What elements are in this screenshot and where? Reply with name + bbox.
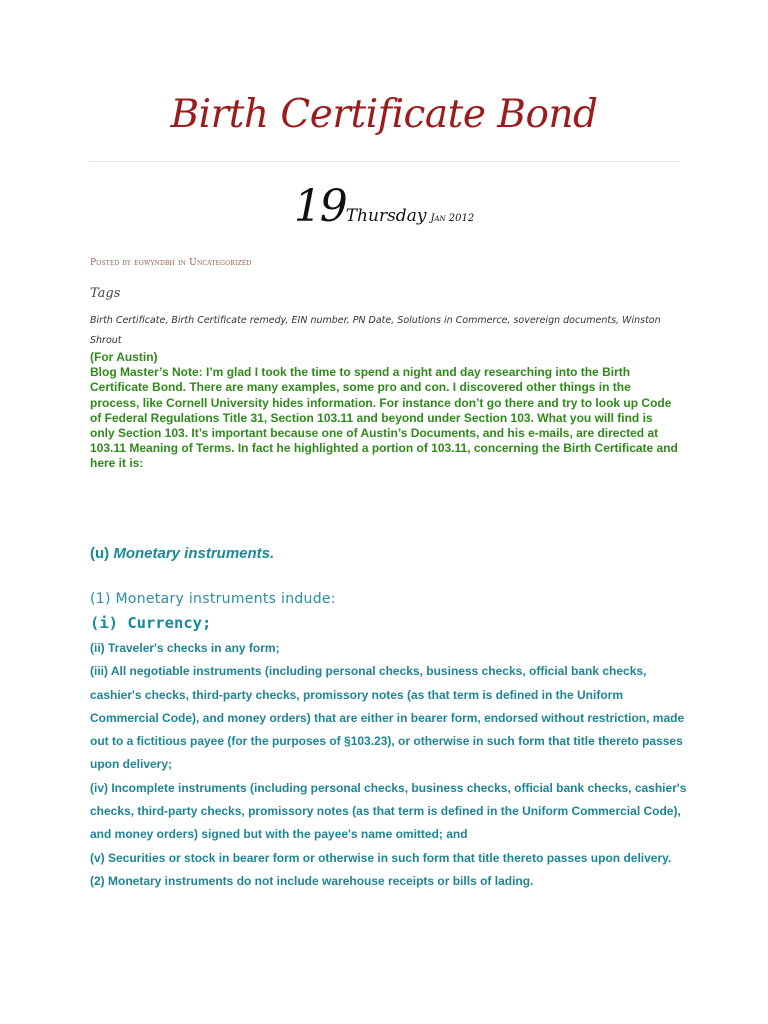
date-month-year: Jan 2012 (430, 213, 475, 224)
regulation-item: (v) Securities or stock in bearer form or otherwise in such form that title thereto passes upon delivery. (90, 850, 672, 865)
page-title: Birth Certificate Bond (170, 92, 598, 137)
note-for-line: (For Austin) (90, 350, 158, 364)
tags-list[interactable]: Birth Certificate, Birth Certificate remedy, EIN number, PN Date, Solutions in Commerce, sovereign documents, Winston Shrout (90, 315, 661, 346)
regulation-item-currency: (i) Currency; (90, 614, 212, 632)
date-weekday: Thursday (345, 206, 427, 226)
regulation-heading-label: (u) (90, 545, 110, 562)
regulation-item: (ii) Traveler's checks in any form; (90, 641, 280, 655)
regulation-intro: (1) Monetary instruments indude: (90, 591, 336, 607)
regulation-heading-term: Monetary instruments. (113, 545, 275, 562)
post-byline (90, 258, 252, 268)
post-date (0, 181, 768, 232)
byline-connector: in (178, 258, 187, 268)
regulation-item: (2) Monetary instruments do not include warehouse receipts or bills of lading. (90, 873, 534, 888)
category-link[interactable]: Uncategorized (189, 258, 252, 268)
blog-master-note (90, 350, 680, 472)
tags-heading: Tags (90, 286, 121, 301)
note-body: Blog Master’s Note: I’m glad I took the time to spend a night and day researching into the Birth Certificate Bond. There are many examples, some pro and con. I discovered other things in the process, like Cornell University hides information. For instance don’t go there and try to look up Code of Federal Regulations Title 31, Section 103.11 and beyond under Section 103. What you will find is only Section 103. It’s important because one of Austin’s Documents, and his e-mails, are directed at 103.11 Meaning of Terms. In fact he highlighted a portion of 103.11, concerning the Birth Certificate and here it is: (90, 365, 678, 471)
regulation-item: (iv) Incomplete instruments (including personal checks, business checks, official bank checks, cashier's checks, third-party checks, promissory notes (as that term is defined in the Uniform Commercial Code), and money orders) signed but with the payee's name omitted; and (90, 780, 687, 842)
date-day: 19 (293, 181, 346, 232)
title-divider (89, 161, 680, 162)
author-link[interactable]: eowyndbh (134, 258, 175, 268)
regulation-items (90, 637, 690, 893)
regulation-heading (90, 545, 274, 562)
byline-prefix: Posted by (90, 258, 132, 268)
regulation-item: (iii) All negotiable instruments (including personal checks, business checks, official bank checks, cashier's checks, third-party checks, promissory notes (as that term is defined in the Uniform Commercial Code), and money orders) that are either in bearer form, endorsed without restriction, made out to a fictitious payee (for the purposes of §103.23), or otherwise in such form that title thereto passes upon delivery; (90, 664, 685, 772)
